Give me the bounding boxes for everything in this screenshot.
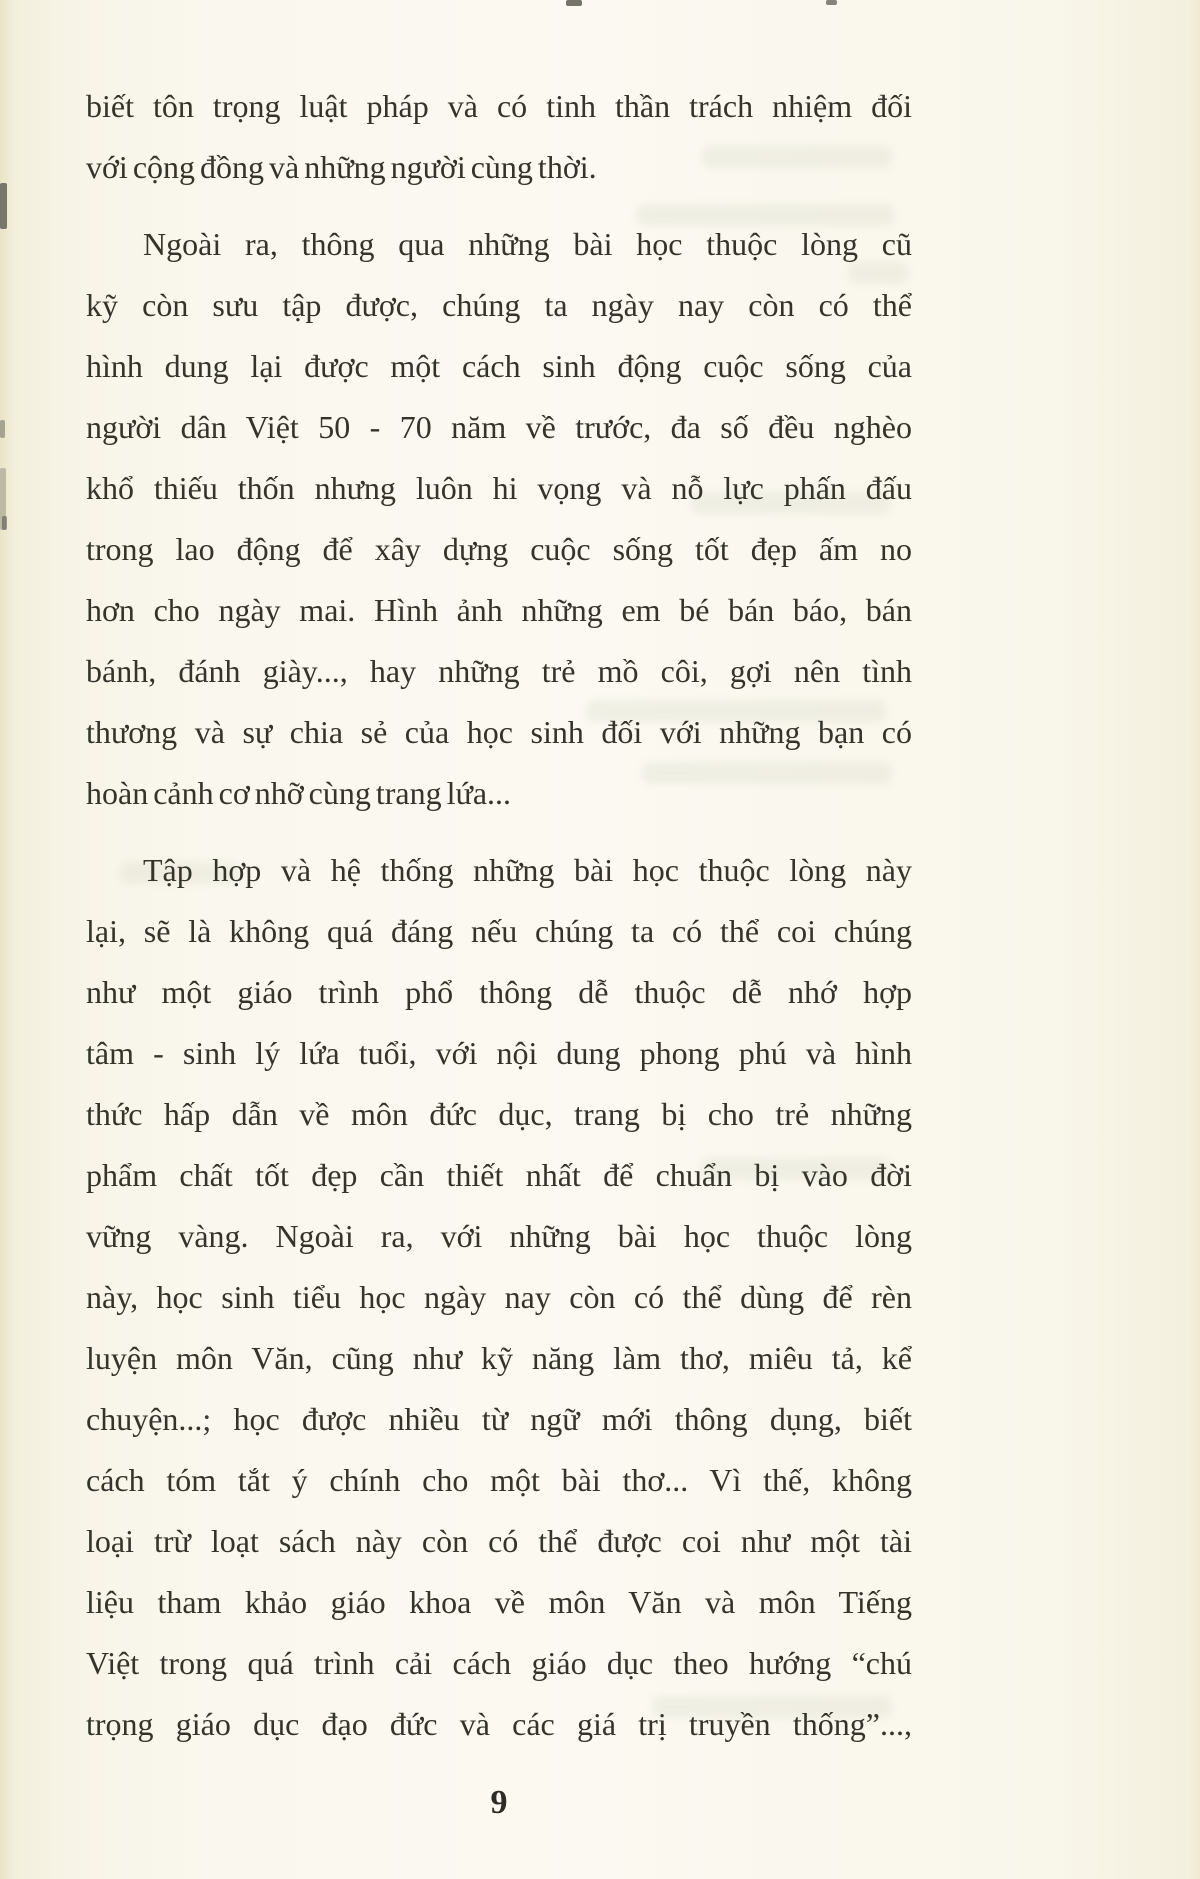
text-line: luyện môn Văn, cũng như kỹ năng làm thơ, miêu tả, kể xyxy=(86,1340,912,1376)
page-text xyxy=(86,76,912,1755)
paragraph-continuation xyxy=(86,76,912,198)
text-line: hoàn cảnh cơ nhỡ cùng trang lứa... xyxy=(86,775,512,811)
scan-smudge xyxy=(2,516,7,530)
text-line: bánh, đánh giày..., hay những trẻ mồ côi, gợi nên tình xyxy=(86,653,912,689)
text-line: phẩm chất tốt đẹp cần thiết nhất để chuẩn bị vào đời xyxy=(86,1157,912,1193)
text-line: lại, sẽ là không quá đáng nếu chúng ta có thể coi chúng xyxy=(86,913,912,949)
text-line: Việt trong quá trình cải cách giáo dục theo hướng “chú xyxy=(86,1645,912,1681)
scan-smudge xyxy=(566,0,582,6)
scan-smudge xyxy=(0,183,7,229)
page-number: 9 xyxy=(490,1784,508,1821)
text-line: người dân Việt 50 - 70 năm về trước, đa số đều nghèo xyxy=(86,409,912,445)
text-line: Ngoài ra, thông qua những bài học thuộc lòng cũ xyxy=(143,226,912,262)
paragraph xyxy=(86,214,912,824)
paragraph xyxy=(86,840,912,1755)
text-line: liệu tham khảo giáo khoa về môn Văn và môn Tiếng xyxy=(86,1584,912,1620)
scan-smudge xyxy=(0,420,5,438)
text-line: tâm - sinh lý lứa tuổi, với nội dung phong phú và hình xyxy=(86,1035,912,1071)
text-line: loại trừ loạt sách này còn có thể được coi như một tài xyxy=(86,1523,912,1559)
text-line: với cộng đồng và những người cùng thời. xyxy=(86,149,597,185)
text-line: cách tóm tắt ý chính cho một bài thơ... Vì thế, không xyxy=(86,1462,912,1498)
scan-smudge xyxy=(826,0,837,5)
text-line: này, học sinh tiểu học ngày nay còn có thể dùng để rèn xyxy=(86,1279,912,1315)
text-line: khổ thiếu thốn nhưng luôn hi vọng và nỗ lực phấn đấu xyxy=(86,470,912,506)
text-line: biết tôn trọng luật pháp và có tinh thần trách nhiệm đối xyxy=(86,88,912,124)
text-line: thương và sự chia sẻ của học sinh đối với những bạn có xyxy=(86,714,912,750)
text-line: trọng giáo dục đạo đức và các giá trị truyền thống”..., xyxy=(86,1706,912,1742)
text-line: như một giáo trình phổ thông dễ thuộc dễ nhớ hợp xyxy=(86,974,912,1010)
text-line: trong lao động để xây dựng cuộc sống tốt đẹp ấm no xyxy=(86,531,912,567)
text-line: Tập hợp và hệ thống những bài học thuộc lòng này xyxy=(143,852,912,888)
text-line: chuyện...; học được nhiều từ ngữ mới thông dụng, biết xyxy=(86,1401,912,1437)
text-line: hơn cho ngày mai. Hình ảnh những em bé bán báo, bán xyxy=(86,592,912,628)
text-line: thức hấp dẫn về môn đức dục, trang bị cho trẻ những xyxy=(86,1096,912,1132)
text-line: hình dung lại được một cách sinh động cuộc sống của xyxy=(86,348,912,384)
text-line: kỹ còn sưu tập được, chúng ta ngày nay còn có thể xyxy=(86,287,912,323)
text-line: vững vàng. Ngoài ra, với những bài học thuộc lòng xyxy=(86,1218,912,1254)
